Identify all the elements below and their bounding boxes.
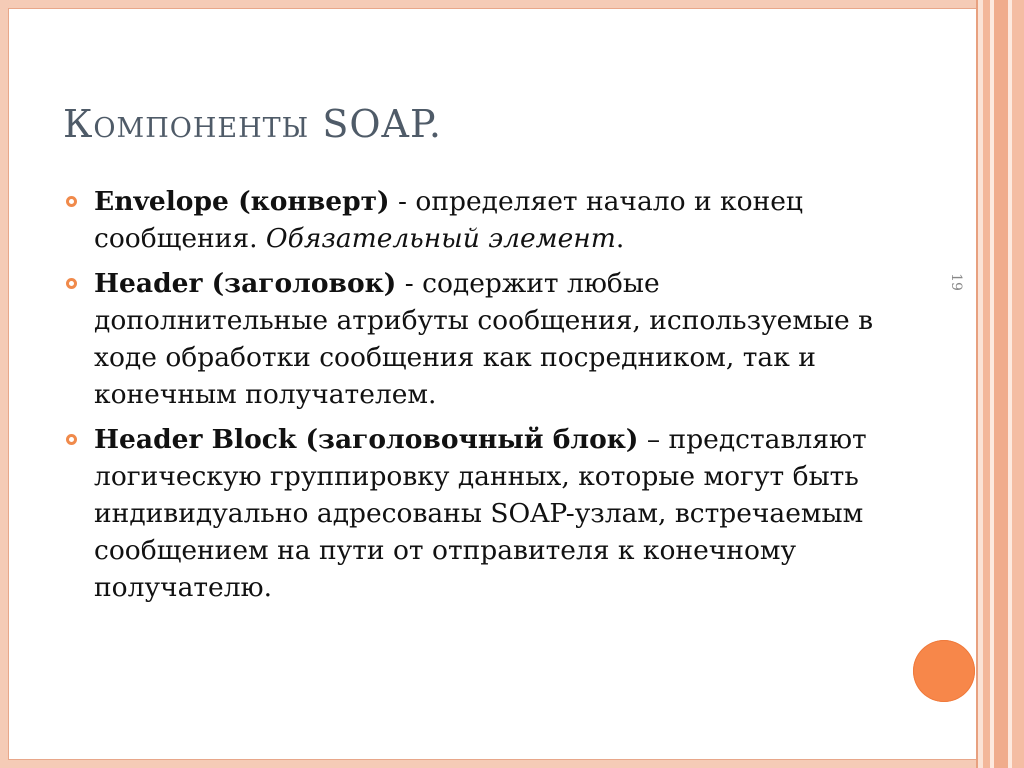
slide-title: Компоненты SOAP. — [63, 102, 442, 146]
bullet-text: – представляют логическую группировку данных, которые могут быть индивидуально адресованы SOAP-узлам, встречаемым сообщением на пути от отправителя к конечному получателю. — [94, 424, 867, 603]
bullet-ring-icon — [66, 278, 77, 289]
bullet-text: - содержит любые дополнительные атрибуты сообщения, используемые в ходе обработки сообщения как посредником, так и конечным получателем. — [94, 268, 874, 410]
right-stripe — [1012, 0, 1024, 768]
list-item — [66, 183, 886, 257]
bullet-term: Header Block (заголовочный блок) — [94, 424, 639, 455]
bullet-italic-text: Обязательный элемент — [265, 223, 616, 254]
bullet-term: Header (заголовок) — [94, 268, 397, 299]
right-stripe — [983, 0, 990, 768]
right-stripe — [994, 0, 1008, 768]
bullet-ring-icon — [66, 196, 77, 207]
list-item — [66, 421, 886, 606]
page-number: 19 — [948, 273, 964, 291]
list-item — [66, 265, 886, 413]
bullet-tail: . — [615, 223, 625, 254]
bullet-term: Envelope (конверт) — [94, 186, 390, 217]
bullet-ring-icon — [66, 434, 77, 445]
orange-circle-decoration — [913, 640, 975, 702]
bullet-list — [66, 183, 886, 614]
bullet-text: - определяет начало и конец сообщения. — [94, 186, 803, 254]
